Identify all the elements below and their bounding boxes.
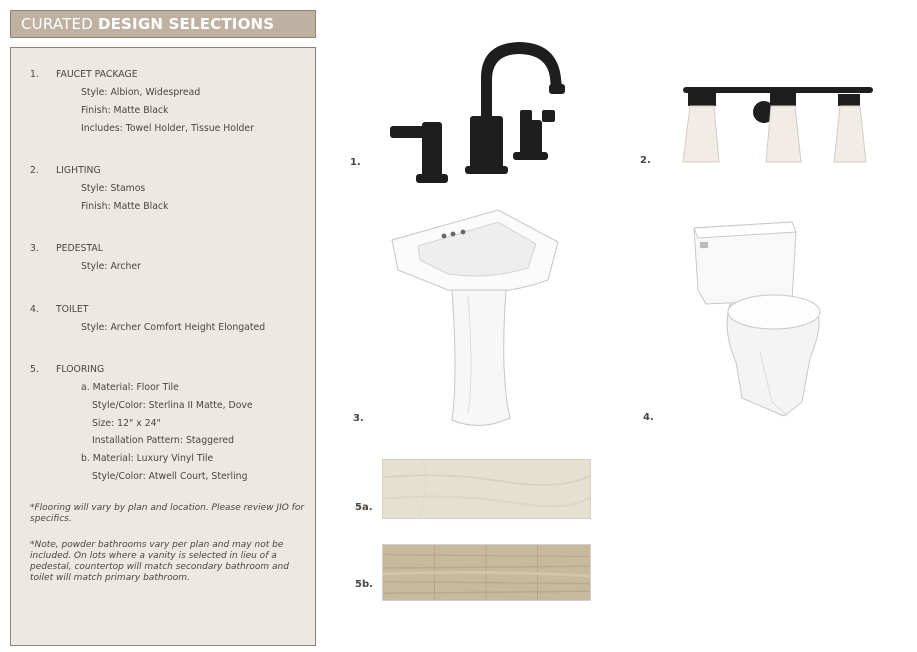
header-bold-text: DESIGN SELECTIONS — [97, 15, 275, 33]
item-2-title: LIGHTING — [56, 165, 101, 176]
item-1-line-1: Style: Albion, Widespread — [81, 87, 201, 98]
item-3-number: 3. — [30, 243, 39, 254]
label-pedestal: 3. — [353, 413, 364, 424]
item-3-title: PEDESTAL — [56, 243, 103, 254]
label-toilet: 4. — [643, 412, 654, 423]
item-2-line-2: Finish: Matte Black — [81, 201, 169, 212]
item-1-title: FAUCET PACKAGE — [56, 69, 138, 80]
toilet-image — [692, 220, 827, 432]
item-2-line-1: Style: Stamos — [81, 183, 146, 194]
item-5-line-4: Installation Pattern: Staggered — [92, 435, 234, 446]
item-5-title: FLOORING — [56, 364, 105, 375]
flooring-note: *Flooring will vary by plan and location. Please review JIO for specifics. — [30, 503, 305, 524]
item-3-line-1: Style: Archer — [81, 261, 141, 272]
item-4-number: 4. — [30, 304, 39, 315]
item-5-line-1: a. Material: Floor Tile — [81, 382, 179, 393]
item-4-title: TOILET — [56, 304, 89, 315]
page-header — [10, 10, 316, 38]
vinyl-tile-swatch — [382, 544, 591, 601]
item-5-number: 5. — [30, 364, 39, 375]
lighting-image — [678, 82, 878, 168]
item-5-line-2: Style/Color: Sterlina II Matte, Dove — [92, 400, 253, 411]
powder-bath-note: *Note, powder bathrooms vary per plan and may not be included. On lots where a vanity is selected in lieu of a pedestal, countertop will match secondary bathroom and toilet will match primary bathroom. — [30, 540, 289, 583]
label-lighting: 2. — [640, 155, 651, 166]
label-tile-a: 5a. — [355, 502, 373, 513]
item-5-line-3: Size: 12" x 24" — [92, 418, 161, 429]
label-tile-b: 5b. — [355, 579, 373, 590]
item-1-line-2: Finish: Matte Black — [81, 105, 169, 116]
floor-tile-swatch — [382, 459, 591, 519]
item-4-line-1: Style: Archer Comfort Height Elongated — [81, 322, 266, 333]
item-5-line-6: Style/Color: Atwell Court, Sterling — [92, 471, 248, 482]
label-faucet: 1. — [350, 157, 361, 168]
pedestal-sink-image — [388, 206, 563, 432]
item-1-number: 1. — [30, 69, 39, 80]
faucet-image — [385, 38, 575, 186]
item-1-line-3: Includes: Towel Holder, Tissue Holder — [81, 123, 254, 134]
item-2-number: 2. — [30, 165, 39, 176]
header-light-text: CURATED — [21, 15, 93, 33]
item-5-line-5: b. Material: Luxury Vinyl Tile — [81, 453, 214, 464]
